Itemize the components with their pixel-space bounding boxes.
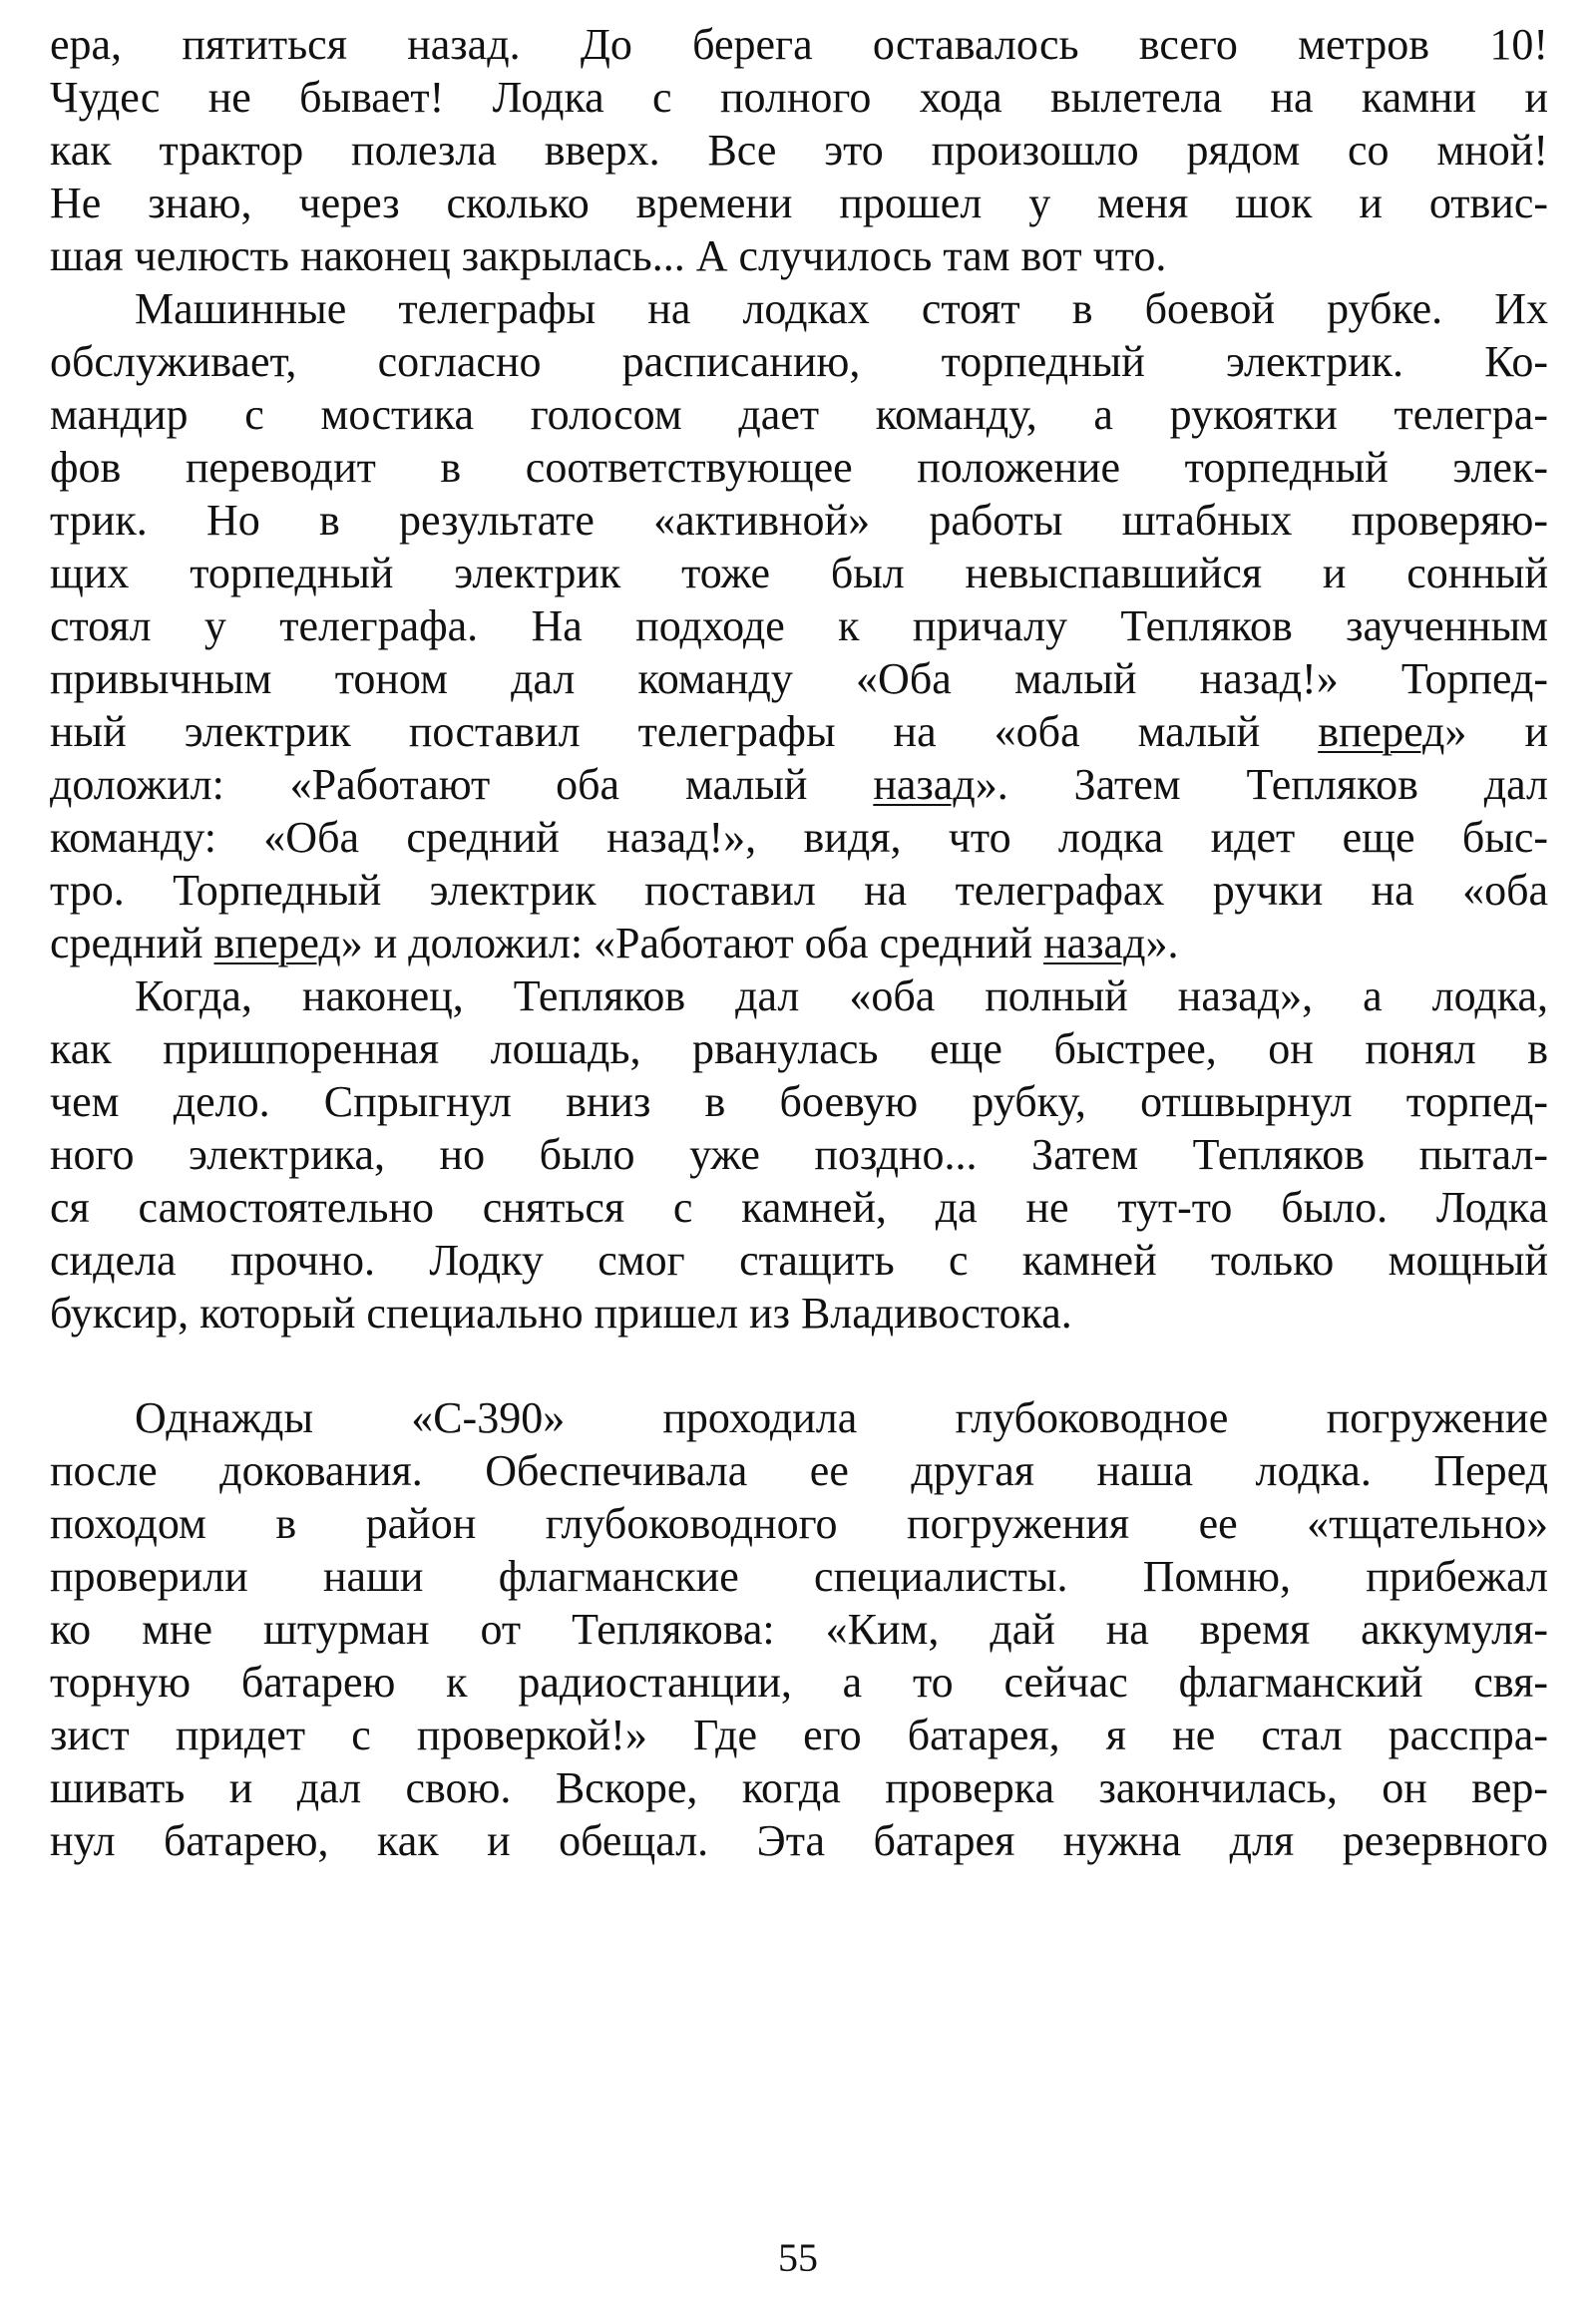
underlined-word: вперед (1318, 707, 1445, 756)
text-line: ного электрика, но было уже поздно... Затем Тепляков пытал- (50, 1130, 1548, 1179)
text-line: трик. Но в результате «активной» работы штабных проверяю- (50, 496, 1548, 545)
text-line: сидела прочно. Лодку смог стащить с камней только мощный (50, 1236, 1548, 1285)
text-line: мандир с мостика голосом дает команду, а рукоятки телегра- (50, 390, 1548, 439)
text-line: тро. Торпедный электрик поставил на телеграфах ручки на «оба (50, 866, 1548, 915)
page-number: 55 (778, 2235, 818, 2280)
text-line: щих торпедный электрик тоже был невыспавшийся и сонный (50, 549, 1548, 597)
page-body-text (50, 18, 1548, 1867)
text-line: доложил: «Работают оба малый назад». Затем Тепляков дал (50, 760, 1548, 809)
text-line: фов переводит в соответствующее положение торпедный элек- (50, 443, 1548, 492)
paragraph-first-line: Однажды «С-390» проходила глубоководное погружение (135, 1393, 1548, 1442)
underlined-word: назад (1043, 919, 1146, 967)
text-line: буксир, который специально пришел из Владивостока. (50, 1289, 1072, 1338)
text-line: ера, пятиться назад. До берега оставалось всего метров 10! (50, 20, 1548, 69)
text-line: ся самостоятельно сняться с камней, да не тут-то было. Лодка (50, 1183, 1548, 1232)
underlined-word: назад (873, 760, 976, 809)
text-line: стоял у телеграфа. На подходе к причалу Тепляков заученным (50, 601, 1548, 650)
text-line: средний вперед» и доложил: «Работают оба средний назад». (50, 919, 1179, 967)
text-line: проверили наши флагманские специалисты. Помню, прибежал (50, 1552, 1548, 1601)
text-line: привычным тоном дал команду «Оба малый назад!» Торпед- (50, 654, 1548, 703)
paragraph-first-line: Когда, наконец, Тепляков дал «оба полный назад», а лодка, (135, 971, 1548, 1020)
text-line: обслуживает, согласно расписанию, торпедный электрик. Ко- (50, 337, 1548, 386)
text-line: шая челюсть наконец закрылась... А случилось там вот что. (50, 231, 1167, 280)
paragraph-first-line: Машинные телеграфы на лодках стоят в боевой рубке. Их (135, 284, 1548, 333)
text-line: торную батарею к радиостанции, а то сейчас флагманский свя- (50, 1658, 1548, 1707)
text-line: ный электрик поставил телеграфы на «оба малый вперед» и (50, 707, 1548, 756)
text-line: ко мне штурман от Теплякова: «Ким, дай на время аккумуля- (50, 1605, 1548, 1654)
text-line: как трактор полезла вверх. Все это произошло рядом со мной! (50, 126, 1548, 175)
section-break (50, 1340, 1548, 1391)
text-line: после докования. Обеспечивала ее другая наша лодка. Перед (50, 1446, 1548, 1495)
text-line: как пришпоренная лошадь, рванулась еще быстрее, он понял в (50, 1024, 1548, 1073)
text-line: чем дело. Спрыгнул вниз в боевую рубку, отшвырнул торпед- (50, 1077, 1548, 1126)
text-line: зист придет с проверкой!» Где его батарея, я не стал расспра- (50, 1711, 1548, 1759)
text-line: походом в район глубоководного погружения ее «тщательно» (50, 1499, 1548, 1548)
text-line: Чудес не бывает! Лодка с полного хода вылетела на камни и (50, 73, 1548, 122)
text-line: шивать и дал свою. Вскоре, когда проверка закончилась, он вер- (50, 1763, 1548, 1812)
text-line: Не знаю, через сколько времени прошел у меня шок и отвис- (50, 179, 1548, 227)
text-line: нул батарею, как и обещал. Эта батарея нужна для резервного (50, 1816, 1548, 1865)
underlined-word: вперед (213, 919, 341, 967)
text-line: команду: «Оба средний назад!», видя, что лодка идет еще быс- (50, 813, 1548, 862)
